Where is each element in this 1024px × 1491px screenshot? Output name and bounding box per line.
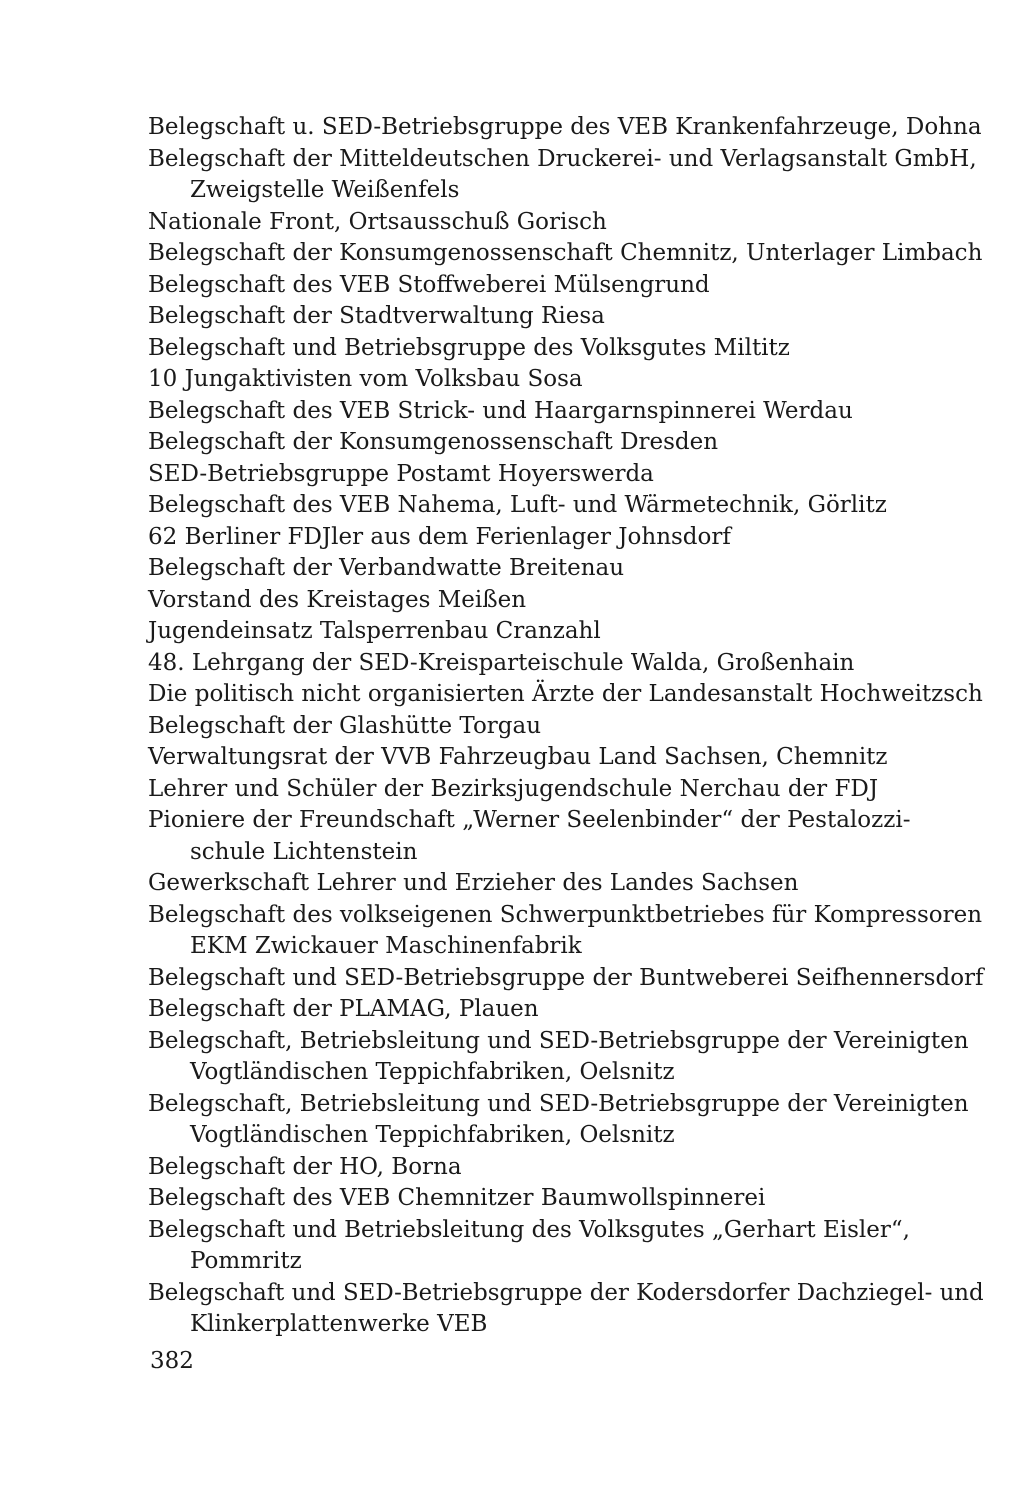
list-item bbox=[148, 270, 948, 302]
entry-line: Die politisch nicht organisierten Ärzte der Landesanstalt Hochweitzsch bbox=[148, 681, 983, 707]
entry-line: Pioniere der Freundschaft „Werner Seelenbinder“ der Pestalozzi- bbox=[148, 807, 911, 833]
entry-line: Belegschaft und Betriebsgruppe des Volksgutes Miltitz bbox=[148, 334, 790, 361]
entry-line: Belegschaft, Betriebsleitung und SED-Betriebsgruppe der Vereinigten bbox=[148, 1027, 969, 1054]
entry-line: 48. Lehrgang der SED-Kreisparteischule Walda, Großenhain bbox=[148, 649, 855, 676]
entry-line: Belegschaft des volkseigenen Schwerpunktbetriebes für Kompressoren bbox=[148, 901, 983, 928]
list-item bbox=[148, 522, 948, 554]
entry-line: Belegschaft und Betriebsleitung des Volksgutes „Gerhart Eisler“, bbox=[148, 1216, 910, 1243]
entry-line: Belegschaft des VEB Chemnitzer Baumwollspinnerei bbox=[148, 1185, 766, 1211]
entry-line: Vorstand des Kreistages Meißen bbox=[148, 586, 527, 613]
list-item bbox=[148, 616, 948, 648]
entry-continuation-line: Klinkerplattenwerke VEB bbox=[190, 1311, 488, 1337]
entry-line: Belegschaft und SED-Betriebsgruppe der Buntweberei Seifhennersdorf bbox=[148, 964, 984, 991]
entry-line: Belegschaft u. SED-Betriebsgruppe des VEB Krankenfahrzeuge, Dohna bbox=[148, 114, 982, 140]
list-item bbox=[148, 963, 984, 995]
entry-line: Jugendeinsatz Talsperrenbau Cranzahl bbox=[148, 618, 601, 644]
list-item bbox=[148, 805, 948, 868]
list-item bbox=[148, 490, 948, 522]
entry-line: Belegschaft und SED-Betriebsgruppe der Kodersdorfer Dachziegel- und bbox=[148, 1279, 984, 1306]
list-item bbox=[148, 648, 948, 680]
entry-continuation-line: Vogtländischen Teppichfabriken, Oelsnitz bbox=[190, 1122, 675, 1148]
entry-continuation-line: Zweigstelle Weißenfels bbox=[190, 177, 460, 203]
entry-line: Belegschaft des VEB Nahema, Luft- und Wärmetechnik, Görlitz bbox=[148, 492, 887, 518]
list-item bbox=[148, 1026, 969, 1089]
entry-line: Belegschaft der Stadtverwaltung Riesa bbox=[148, 303, 605, 329]
entry-line: Belegschaft des VEB Stoffweberei Mülsengrund bbox=[148, 271, 710, 298]
list-item bbox=[148, 1278, 984, 1341]
list-item bbox=[148, 333, 948, 365]
entry-line: Belegschaft, Betriebsleitung und SED-Betriebsgruppe der Vereinigten bbox=[148, 1090, 969, 1117]
entry-line: Belegschaft der Konsumgenossenschaft Chemnitz, Unterlager Limbach bbox=[148, 240, 983, 266]
list-item bbox=[148, 585, 948, 617]
list-item bbox=[148, 396, 948, 428]
list-item bbox=[148, 1183, 948, 1215]
entry-line: Belegschaft der Konsumgenossenschaft Dresden bbox=[148, 429, 719, 455]
list-item bbox=[148, 112, 982, 144]
entry-line: Belegschaft der PLAMAG, Plauen bbox=[148, 996, 539, 1022]
list-item bbox=[148, 553, 948, 585]
entry-continuation-line: Vogtländischen Teppichfabriken, Oelsnitz bbox=[190, 1059, 675, 1085]
entry-line: Belegschaft der Mitteldeutschen Druckerei- und Verlagsanstalt GmbH, bbox=[148, 145, 977, 172]
list-item bbox=[148, 1089, 969, 1152]
entry-line: Belegschaft der Verbandwatte Breitenau bbox=[148, 555, 625, 581]
entry-line: Gewerkschaft Lehrer und Erzieher des Landes Sachsen bbox=[148, 870, 799, 896]
list-item bbox=[148, 742, 948, 774]
list-item bbox=[148, 207, 948, 239]
list-item bbox=[148, 301, 948, 333]
entry-line: Verwaltungsrat der VVB Fahrzeugbau Land Sachsen, Chemnitz bbox=[148, 744, 888, 770]
list-item bbox=[148, 679, 983, 711]
entry-line: Belegschaft der HO, Borna bbox=[148, 1153, 462, 1180]
entry-line: SED-Betriebsgruppe Postamt Hoyerswerda bbox=[148, 460, 654, 487]
list-item bbox=[148, 774, 948, 806]
list-item bbox=[148, 238, 983, 270]
entry-continuation-line: EKM Zwickauer Maschinenfabrik bbox=[190, 933, 582, 959]
list-item bbox=[148, 900, 983, 963]
list-item bbox=[148, 427, 948, 459]
entry-continuation-line: Pommritz bbox=[190, 1248, 302, 1274]
entry-line: Nationale Front, Ortsausschuß Gorisch bbox=[148, 208, 607, 235]
entry-line: Lehrer und Schüler der Bezirksjugendschule Nerchau der FDJ bbox=[148, 775, 879, 802]
list-item bbox=[148, 1152, 948, 1184]
list-item bbox=[148, 994, 948, 1026]
entry-continuation-line: schule Lichtenstein bbox=[190, 838, 418, 865]
entry-line: 10 Jungaktivisten vom Volksbau Sosa bbox=[148, 366, 583, 392]
list-item bbox=[148, 1215, 948, 1278]
list-item bbox=[148, 868, 948, 900]
entry-line: Belegschaft der Glashütte Torgau bbox=[148, 712, 542, 739]
list-item bbox=[148, 364, 948, 396]
list-item bbox=[148, 459, 948, 491]
page-number: 382 bbox=[150, 1348, 194, 1374]
list-item bbox=[148, 144, 977, 207]
list-item bbox=[148, 711, 948, 743]
entry-line: 62 Berliner FDJler aus dem Ferienlager Johnsdorf bbox=[148, 523, 731, 550]
entry-list bbox=[148, 112, 984, 1341]
entry-line: Belegschaft des VEB Strick- und Haargarnspinnerei Werdau bbox=[148, 397, 853, 424]
